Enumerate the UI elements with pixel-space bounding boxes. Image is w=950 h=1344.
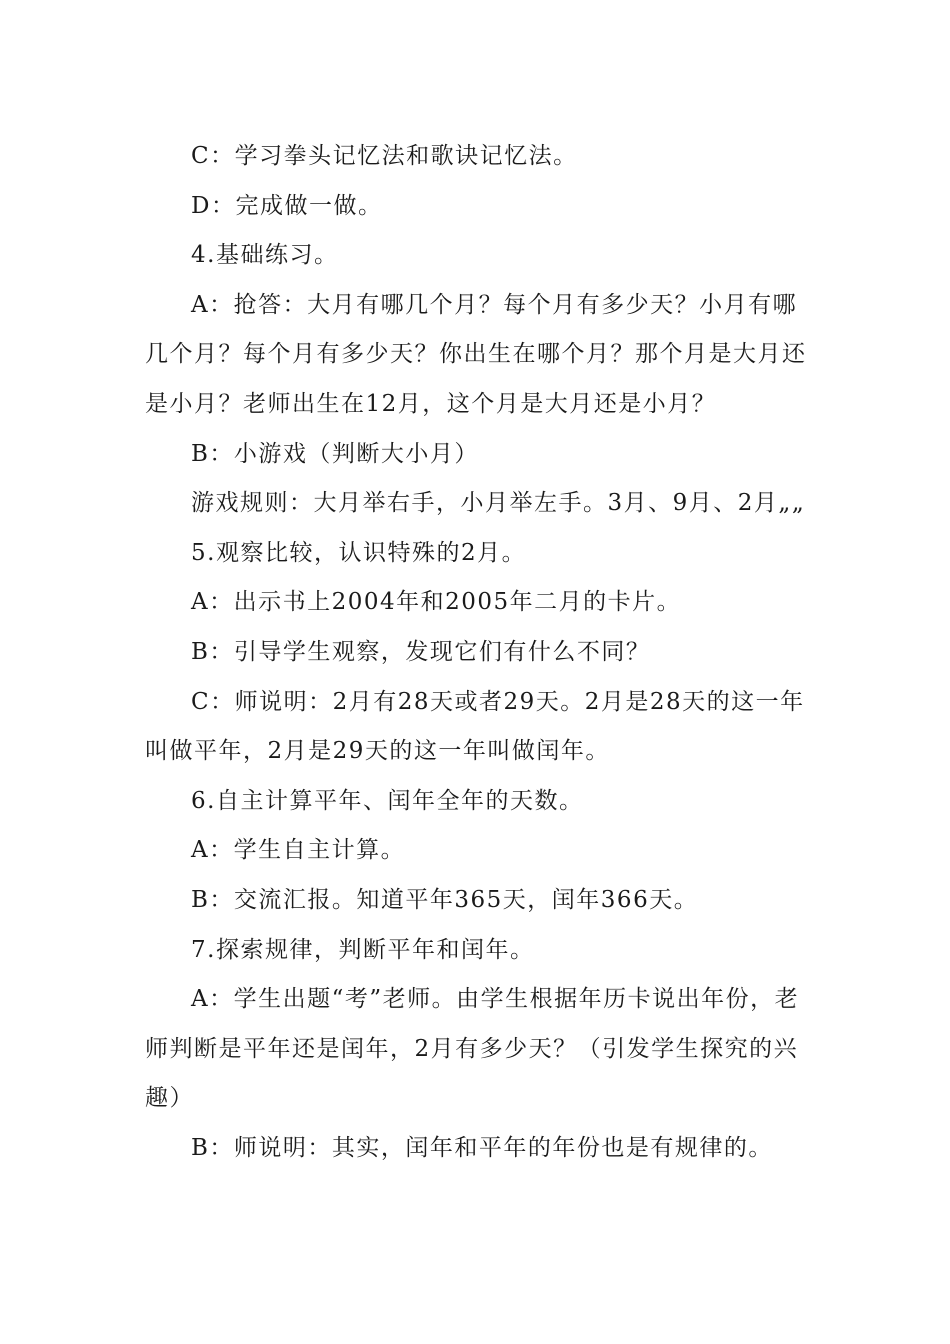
- paragraph-b-report: B：交流汇报。知道平年365天，闰年366天。: [191, 886, 699, 913]
- paragraph-b-pattern-explanation: B：师说明：其实，闰年和平年的年份也是有规律的。: [191, 1134, 773, 1161]
- paragraph-c-leap-year-explanation: C：师说明：2月有28天或者29天。2月是28天的这一年叫做平年，2月是29天的这一年叫做闰年。: [145, 688, 805, 765]
- document-body: [145, 132, 815, 1173]
- paragraph-a-self-calculate: A：学生自主计算。: [191, 837, 406, 864]
- paragraph-game-rules: 游戏规则：大月举右手，小月举左手。3月、9月、2月„„: [191, 490, 806, 517]
- paragraph-c-memory-methods: C：学习拳头记忆法和歌诀记忆法。: [191, 143, 578, 169]
- section-heading-6: 6.自主计算平年、闰年全年的天数。: [191, 787, 584, 814]
- paragraph-b-small-game: B：小游戏（判断大小月）: [191, 440, 479, 467]
- paragraph-b-observe: B：引导学生观察，发现它们有什么不同？: [191, 638, 651, 665]
- paragraph-a-show-cards: A：出示书上2004年和2005年二月的卡片。: [191, 589, 682, 616]
- paragraph-d-exercise: D：完成做一做。: [191, 192, 383, 219]
- section-heading-5: 5.观察比较，认识特殊的2月。: [191, 539, 527, 566]
- section-heading-4: 4.基础练习。: [191, 242, 339, 269]
- paragraph-a-students-quiz-teacher: A：学生出题“考”老师。由学生根据年历卡说出年份，老师判断是平年还是闰年，2月有多少天？（引发学生探究的兴趣）: [145, 986, 800, 1112]
- paragraph-a-quick-answer: A：抢答：大月有哪几个月？每个月有多少天？小月有哪几个月？每个月有多少天？你出生在哪个月？那个月是大月还是小月？老师出生在12月，这个月是大月还是小月？: [145, 291, 807, 417]
- section-heading-7: 7.探索规律，判断平年和闰年。: [191, 936, 535, 963]
